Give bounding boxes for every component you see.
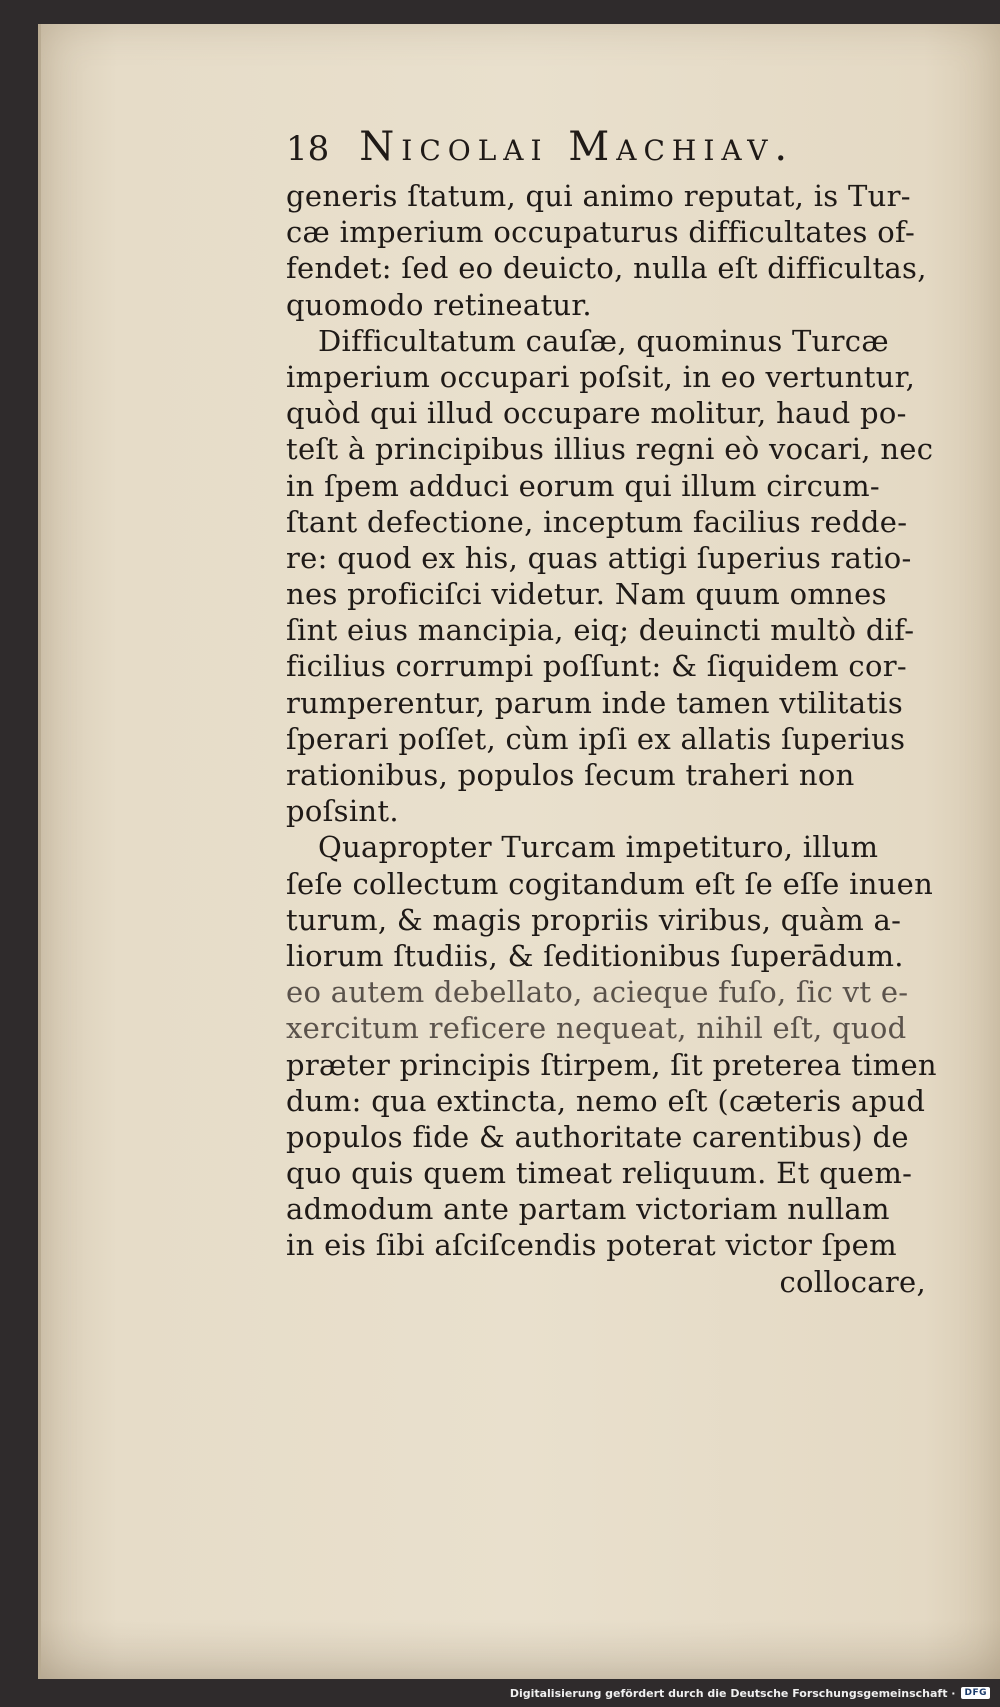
text-line: rumperentur, parum inde tamen vtilitatis bbox=[286, 685, 904, 720]
running-head bbox=[286, 116, 986, 178]
text-line: admodum ante partam victoriam nullam bbox=[286, 1192, 890, 1227]
dfg-logo-icon: DFG bbox=[961, 1687, 990, 1699]
text-line: præter principis ſtirpem, ſit preterea timen bbox=[286, 1047, 937, 1082]
book-page bbox=[38, 24, 1000, 1679]
text-line: ficilius corrumpi poſſunt: & ſiquidem cor- bbox=[286, 649, 907, 684]
text-line: turum, & magis propriis viribus, quàm a- bbox=[286, 902, 902, 937]
text-line: poſsint. bbox=[286, 794, 399, 829]
text-line: quòd qui illud occupare molitur, haud po- bbox=[286, 396, 907, 431]
text-line: rationibus, populos ſecum traheri non bbox=[286, 758, 855, 792]
running-title: Nicolai Machiav. bbox=[359, 124, 795, 170]
text-line: fendet: ſed eo deuicto, nulla eſt difficultas, bbox=[286, 251, 927, 286]
page-number: 18 bbox=[286, 129, 330, 169]
text-line: liorum ſtudiis, & ſeditionibus ſuperādum. bbox=[286, 938, 904, 973]
text-line: ſeſe collectum cogitandum eſt ſe eſſe inuen bbox=[286, 866, 934, 901]
text-line: ſperari poſſet, cùm ipſi ex allatis ſuperius bbox=[286, 721, 906, 756]
text-line: cæ imperium occupaturus difficultates of- bbox=[286, 215, 916, 250]
text-line: eo autem debellato, acieque fuſo, ſic vt e- bbox=[286, 975, 909, 1010]
text-line: Quapropter Turcam impetituro, illum bbox=[318, 830, 879, 865]
text-line: ſint eius mancipia, eiq; deuincti multò dif- bbox=[286, 613, 915, 648]
text-line: generis ſtatum, qui animo reputat, is Tur- bbox=[286, 179, 911, 213]
text-line: quomodo retineatur. bbox=[286, 287, 592, 322]
text-line: populos fide & authoritate carentibus) de bbox=[286, 1119, 909, 1154]
text-line: imperium occupari poſsit, in eo vertuntur, bbox=[286, 359, 916, 394]
catchword: collocare, bbox=[779, 1264, 926, 1299]
text-line: teſt à principibus illius regni eò vocari, nec bbox=[286, 432, 934, 467]
text-line: nes proficiſci videtur. Nam quum omnes bbox=[286, 577, 887, 612]
text-line: quo quis quem timeat reliquum. Et quem- bbox=[286, 1156, 913, 1191]
text-line: dum: qua extincta, nemo eſt (cæteris apud bbox=[286, 1083, 926, 1118]
footer-bar bbox=[0, 1679, 1000, 1707]
text-line: ſtant defectione, inceptum facilius redde- bbox=[286, 504, 908, 539]
body-text bbox=[286, 178, 986, 1300]
text-line: in eis ſibi aſciſcendis poterat victor ſpem bbox=[286, 1228, 897, 1263]
text-line: Difficultatum cauſæ, quominus Turcæ bbox=[318, 323, 889, 358]
text-line: xercitum reficere nequeat, nihil eſt, quod bbox=[286, 1011, 907, 1046]
text-line: re: quod ex his, quas attigi ſuperius ratio- bbox=[286, 540, 912, 575]
text-line: in ſpem adduci eorum qui illum circum- bbox=[286, 468, 881, 503]
text-block bbox=[286, 116, 986, 1300]
funding-credit: Digitalisierung gefördert durch die Deutsche Forschungsgemeinschaft · bbox=[509, 1686, 956, 1700]
